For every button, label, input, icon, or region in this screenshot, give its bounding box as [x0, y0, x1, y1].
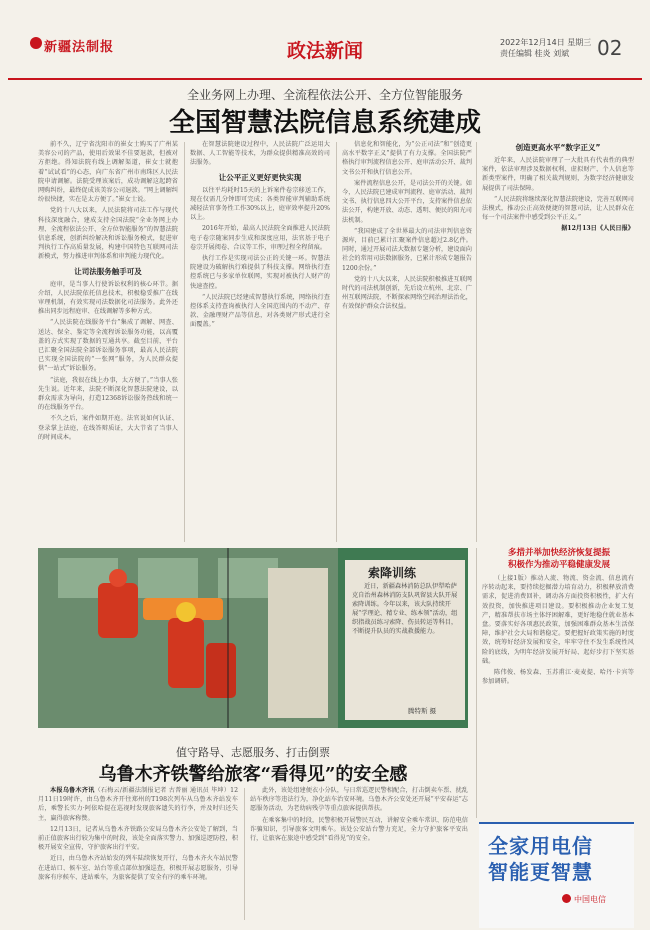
lead-headline: 全国智慧法院信息系统建成	[168, 108, 481, 138]
sidebar-title-2: 积极作为推动平稳健康发展	[507, 560, 610, 570]
column-divider	[184, 142, 185, 542]
lead-paragraph: 执行工作是实现司法公正的关键一环。智慧法院建设为破解执行难提供了科技支撑。网络执行查控系统已与多家单位联网，实现对被执行人财产的快速查控。	[190, 255, 330, 290]
lead-paragraph: 2016年开始，最高人民法院全面推进人民法院电子卷宗随案同步生成和深度应用，法官基于电子卷宗开展阅卷、合议等工作，审理过程全程留痕。	[190, 225, 330, 251]
story2-kicker: 值守路导、志愿服务、打击倒票	[176, 746, 330, 759]
lead-subhead-1: 让司法服务触手可及	[74, 266, 142, 276]
story2-paragraph: 12月13日，记者从乌鲁木齐铁路公安局乌鲁木齐公安处了解到，当前正值旅客出行较为集中的时段，该处全面落实警力、加强巡逻防控，积极开展安全宣传，守护旅客出行平安。	[38, 825, 238, 852]
ad-headline-1: 全家用电信	[488, 834, 593, 858]
lead-paragraph: “我国建成了全世界最大的司法审判信息资源库，目前已累计汇聚案件信息超过2.8亿件。同时，通过开展司法大数据专题分析，建设面向社会的常用司法数据服务，已累计形成专题报告1200余份。”	[342, 227, 472, 272]
story2-paragraph: 在乘客集中的时段，民警积极开展警民互动，讲解安全乘车常识、防范电信诈骗知识，引导旅客文明乘车。该处公安站台警力充足，全力守护旅客平安出行，让旅客在旅途中感受到“看得见”的安全。	[250, 816, 468, 843]
lead-subhead-3: 创造更高水平“数字正义”	[515, 143, 601, 152]
lead-column-4	[482, 140, 634, 545]
story2-byline: 本报乌鲁木齐讯	[50, 787, 95, 794]
sidebar-body	[482, 574, 634, 818]
column-divider	[336, 142, 337, 542]
lead-subhead-2: 让公平正义更好更快实现	[218, 172, 302, 182]
photo-title: 索降训练	[368, 566, 417, 580]
lead-column-3	[342, 140, 472, 545]
ad-brand: 中国电信	[574, 895, 606, 904]
story2-headline: 乌鲁木齐铁警给旅客“看得见”的安全感	[98, 764, 408, 785]
column-divider	[476, 548, 477, 818]
photo-credit: 腾特斯 摄	[408, 707, 437, 715]
lead-paragraph: “人民法院将继续深化智慧法院建设，完善互联网司法模式，推动公正高效便捷的智慧司法，让人民群众在每一个司法案件中感受到公平正义。”	[482, 195, 634, 222]
sidebar-title-1: 多措并举加快经济恢复提振	[507, 548, 610, 558]
story2-column-2	[250, 786, 468, 922]
telecom-logo-icon	[562, 894, 571, 903]
page-number: 02	[597, 36, 623, 60]
column-divider	[244, 788, 245, 920]
lead-intro: 前不久，辽宁省沈阳市的崔女士购买了广州某美容公司的产品，使用后效果不佳要退款，但被对方拒绝。得知法院有线上调解渠道，崔女士就抱着“试试看”的心态，向广东省广州市南珠区人民法院申请调解。法院受理该案后，成功调解这起跨省网购纠纷，最终促成该美容公司退款。“网上调解纠纷很快捷，实在是太方便了。”崔女士说。	[38, 141, 178, 204]
lead-kicker: 全业务网上办理、全流程依法公开、全方位智能服务	[186, 88, 463, 102]
lead-paragraph: 信息化和智能化，为“公正司法”和“创造更高水平数字正义”提供了有力支撑。全国法院严格执行审判流程信息公开、庭审活动公开、裁判文书公开和执行信息公开。	[342, 141, 472, 176]
story2-column-1	[38, 786, 238, 922]
lead-paragraph: 党的十八大以来，人民法院将司法工作与现代科技深度融合，建成支持全国法院“全业务网上办理、全流程依法公开、全方位智能服务”的智慧法院信息系统，创新纠纷解决和诉讼服务模式，促进审判执行工作高质量发展，构建中国特色互联网司法新模式，努力推进审判体系和审判能力现代化。	[38, 207, 178, 261]
lead-paragraph: 庭审，是当事人行使诉讼权利的核心环节。据介绍，人民法院依托信息技术，积极稳妥推广在线审理机制，有效实现司法数据化司法服务。此外还推出同步远程庭审、在线调解等多种方式。	[38, 280, 178, 316]
lead-column-1	[38, 140, 178, 545]
sidebar-text: （上接1版）推动人流、物流、资金流、信息流有序转动起来，要持续挖掘潜力培育动力，积极释放消费需求，促进消费回补，调动各方面投资积极性，扩大有效投资，加快推进项目建设。要积极推动企业复工复产，精准帮扶市场主体纾困解难，更好地稳住就业基本盘。要落实好各项惠民政策，加强困难群众基本生活保障，维护社会大局和谐稳定。要把握好政策实施的时度效，统筹好经济发展和安全，牢牢守住不发生系统性风险的底线，为明年经济发展开好局、起好步打下坚实基础。	[482, 575, 634, 665]
lead-source: 据12月13日《人民日报》	[561, 225, 634, 233]
issue-meta	[500, 37, 591, 59]
story2-paragraph: 近日，由乌鲁木齐站始发的列车陆续恢复开行，乌鲁木齐火车站民警在进站口、候车室、站台等重点部位加强巡查，积极开展志愿服务，引导旅客有序候车、进站乘车，为旅客提供了安全有序的乘车环境。	[38, 855, 238, 881]
lead-paragraph: 近年来，人民法院审理了一大批具有代表性的典型案件，依法审理涉及数据权利、虚拟财产、个人信息等新类型案件，明确了相关裁判规则，为数字经济健康发展提供了司法保障。	[482, 157, 634, 192]
issue-date: 2022年12月14日 星期三	[500, 38, 592, 47]
lead-paragraph: 案件流程信息公开，是司法公开的关键。如今，人民法院已建成审判流程、庭审活动、裁判文书、执行信息四大公开平台，支持案件信息依法公开，构建开放、动态、透明、便民的阳光司法机制。	[342, 179, 472, 224]
column-divider	[476, 142, 477, 542]
photo-caption: 近日，新疆森林消防总队伊犁哈萨克自治州森林消防支队巩留县大队开展索降训练。今年以来，该大队持续开展“学理论、精专业、练本领”活动，组织指战员练习索降、伤员转运等科目，不断提升队员的实战救援能力。	[352, 583, 458, 635]
lead-paragraph: 党的十八大以来，人民法院积极推进互联网时代的司法机制创新，先后设立杭州、北京、广州互联网法院，不断探索网络空间治理法治化，有效保护群众合法权益。	[342, 275, 472, 311]
lead-paragraph: “人民法院在线服务平台”集成了调解、网查、送达、保全、鉴定等全流程诉讼服务功能，以高覆盖的方式实现了数据的互通共享。截至目前，平台已汇聚全国法院全部诉讼服务事项，最高人民法院已实现全国法院的“一张网”服务，为人民群众提供“一站式”诉讼服务。	[38, 319, 178, 373]
story2-paragraph: 此外，该处组建便衣小分队，与日常巡逻民警相配合，打击倒卖车票、扰乱站车秩序等违法行为，净化站车治安环境。乌鲁木齐公安处还开展“平安春运”志愿服务活动，为老幼病残孕等重点旅客提供帮扶。	[250, 787, 468, 813]
lead-paragraph: 以往平均耗时15天的上诉案件卷宗移送工作，现在仅需几分钟即可完成；各类智能审判辅助系统减轻法官事务性工作30%以上，庭审效率提升20%以上。	[190, 186, 330, 222]
section-title: 政法新闻	[286, 40, 363, 62]
newspaper-logo: 新疆法制报	[44, 40, 115, 55]
lead-paragraph: 在智慧法院建设过程中，人民法院广泛运用大数据、人工智能等技术，为群众提供精准高效的司法服务。	[190, 141, 330, 167]
issue-editors: 责任编辑 桂炎 刘斌	[500, 49, 570, 58]
story2-paragraph: （石梅云/新疆法制报记者 古普丽 通讯员 毕坤）12月11日19时许，由乌鲁木齐开往郑州的T198次列车从乌鲁木齐站发车后，乘警长实力·阿依哈提在巡视时发现旅客遗失的行李，并及时归还失主，赢得旅客称赞。	[38, 787, 238, 822]
ad-headline-2: 智能更智慧	[488, 860, 593, 884]
lead-paragraph: 不久之后，案件如期开庭。法官说如何认证、登录掌上法庭，在线答辩质证，大大节省了当事人的时间成本。	[38, 415, 178, 441]
lead-paragraph: “人民法院已经建成智慧执行系统，网络执行查控体系支持查询被执行人全国范围内的不动产、存款、金融理财产品等信息，对各类财产形式进行全面覆盖。”	[190, 293, 330, 329]
sidebar-people: 陈伟俊、杨发森、玉苏甫江·麦麦提、哈丹·卡宾等参加调研。	[482, 669, 634, 686]
lead-paragraph: “法庭，我很在线上办事，太方便了。”当事人张先生说。近年来，法院不断深化智慧法院建设，以群众需求为导向，打造12368诉讼服务热线和统一的在线服务平台。	[38, 376, 178, 412]
lead-column-2	[190, 140, 330, 545]
